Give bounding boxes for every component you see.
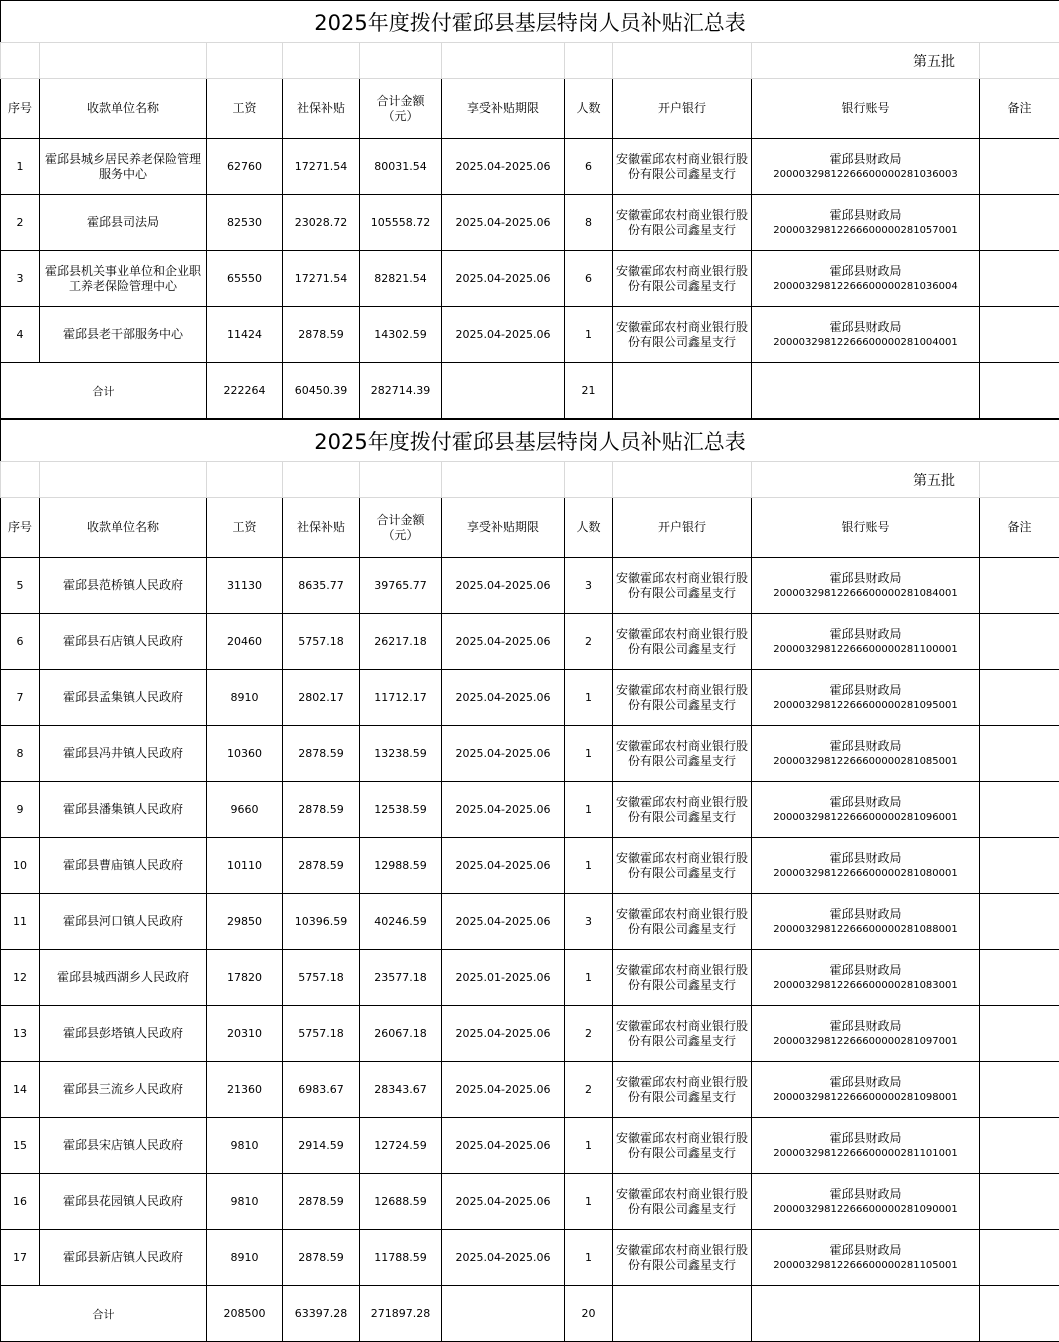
seq-cell: 9 [1, 782, 40, 838]
empty-cell [442, 462, 565, 498]
social-cell: 6983.67 [283, 1062, 360, 1118]
count-cell: 6 [565, 139, 613, 195]
count-cell: 2 [565, 614, 613, 670]
total-cell: 12988.59 [360, 838, 442, 894]
batch-label: 第五批 [752, 462, 980, 498]
bank-cell: 安徽霍邱农村商业银行股份有限公司鑫星支行 [613, 726, 752, 782]
table-row [1, 950, 1059, 1006]
total-cell: 26067.18 [360, 1006, 442, 1062]
account-number: 20000329812266600000281036003 [754, 167, 977, 182]
seq-cell: 15 [1, 1118, 40, 1174]
social-cell: 5757.18 [283, 614, 360, 670]
header-seq: 序号 [1, 79, 40, 139]
total-cell: 14302.59 [360, 307, 442, 363]
empty-cell [283, 462, 360, 498]
header-wage: 工资 [207, 498, 283, 558]
header-bank: 开户银行 [613, 79, 752, 139]
payee-cell: 霍邱县冯井镇人民政府 [40, 726, 207, 782]
remark-cell [980, 1006, 1059, 1062]
account-name: 霍邱县财政局 [754, 320, 977, 335]
account-cell [752, 838, 980, 894]
count-cell: 1 [565, 1118, 613, 1174]
payee-cell: 霍邱县老干部服务中心 [40, 307, 207, 363]
social-cell: 2878.59 [283, 838, 360, 894]
remark-cell [980, 1118, 1059, 1174]
social-cell: 2878.59 [283, 726, 360, 782]
payee-cell: 霍邱县河口镇人民政府 [40, 894, 207, 950]
remark-cell [980, 950, 1059, 1006]
wage-cell: 10110 [207, 838, 283, 894]
count-cell: 6 [565, 251, 613, 307]
seq-cell: 6 [1, 614, 40, 670]
payee-cell: 霍邱县花园镇人民政府 [40, 1174, 207, 1230]
bank-cell: 安徽霍邱农村商业银行股份有限公司鑫星支行 [613, 950, 752, 1006]
period-cell: 2025.04-2025.06 [442, 558, 565, 614]
header-count: 人数 [565, 79, 613, 139]
remark-cell [980, 558, 1059, 614]
remark-cell [980, 838, 1059, 894]
payee-cell: 霍邱县孟集镇人民政府 [40, 670, 207, 726]
account-number: 20000329812266600000281004001 [754, 335, 977, 350]
account-name: 霍邱县财政局 [754, 1187, 977, 1202]
account-cell [752, 1062, 980, 1118]
account-cell [752, 195, 980, 251]
period-cell: 2025.04-2025.06 [442, 1006, 565, 1062]
seq-cell: 5 [1, 558, 40, 614]
payee-cell: 霍邱县三流乡人民政府 [40, 1062, 207, 1118]
account-number: 20000329812266600000281084001 [754, 586, 977, 601]
empty-cell [40, 43, 207, 79]
total-cell: 80031.54 [360, 139, 442, 195]
period-cell: 2025.04-2025.06 [442, 1062, 565, 1118]
account-name: 霍邱县财政局 [754, 264, 977, 279]
count-cell: 3 [565, 558, 613, 614]
table-row [1, 251, 1059, 307]
bank-cell: 安徽霍邱农村商业银行股份有限公司鑫星支行 [613, 1118, 752, 1174]
total-social: 63397.28 [283, 1286, 360, 1342]
social-cell: 17271.54 [283, 251, 360, 307]
batch-row [1, 43, 1059, 79]
total-row [1, 363, 1059, 419]
empty-cell [442, 1286, 565, 1342]
title-row [1, 1, 1059, 43]
period-cell: 2025.04-2025.06 [442, 1118, 565, 1174]
table-row [1, 1062, 1059, 1118]
bank-cell: 安徽霍邱农村商业银行股份有限公司鑫星支行 [613, 1062, 752, 1118]
header-account: 银行账号 [752, 498, 980, 558]
bank-cell: 安徽霍邱农村商业银行股份有限公司鑫星支行 [613, 782, 752, 838]
header-payee: 收款单位名称 [40, 79, 207, 139]
empty-cell [1, 43, 40, 79]
account-number: 20000329812266600000281100001 [754, 642, 977, 657]
total-count: 21 [565, 363, 613, 419]
remark-cell [980, 782, 1059, 838]
remark-cell [980, 1062, 1059, 1118]
period-cell: 2025.01-2025.06 [442, 950, 565, 1006]
header-remark: 备注 [980, 79, 1059, 139]
total-cell: 11788.59 [360, 1230, 442, 1286]
seq-cell: 10 [1, 838, 40, 894]
wage-cell: 8910 [207, 1230, 283, 1286]
empty-cell [442, 43, 565, 79]
period-cell: 2025.04-2025.06 [442, 251, 565, 307]
social-cell: 23028.72 [283, 195, 360, 251]
header-bank: 开户银行 [613, 498, 752, 558]
account-number: 20000329812266600000281096001 [754, 810, 977, 825]
table-row [1, 838, 1059, 894]
empty-cell [565, 43, 613, 79]
title-row [1, 420, 1059, 462]
table-row [1, 1006, 1059, 1062]
empty-cell [207, 43, 283, 79]
seq-cell: 17 [1, 1230, 40, 1286]
payee-cell: 霍邱县彭塔镇人民政府 [40, 1006, 207, 1062]
period-cell: 2025.04-2025.06 [442, 195, 565, 251]
account-number: 20000329812266600000281101001 [754, 1146, 977, 1161]
bank-cell: 安徽霍邱农村商业银行股份有限公司鑫星支行 [613, 139, 752, 195]
period-cell: 2025.04-2025.06 [442, 726, 565, 782]
seq-cell: 4 [1, 307, 40, 363]
payee-cell: 霍邱县石店镇人民政府 [40, 614, 207, 670]
total-cell: 82821.54 [360, 251, 442, 307]
total-cell: 12538.59 [360, 782, 442, 838]
total-row [1, 1286, 1059, 1342]
empty-cell [980, 363, 1059, 419]
remark-cell [980, 894, 1059, 950]
table-row [1, 1118, 1059, 1174]
count-cell: 2 [565, 1062, 613, 1118]
account-cell [752, 251, 980, 307]
total-amount: 271897.28 [360, 1286, 442, 1342]
remark-cell [980, 251, 1059, 307]
total-wage: 208500 [207, 1286, 283, 1342]
empty-cell [613, 1286, 752, 1342]
wage-cell: 11424 [207, 307, 283, 363]
empty-cell [207, 462, 283, 498]
wage-cell: 82530 [207, 195, 283, 251]
remark-cell [980, 1230, 1059, 1286]
wage-cell: 20310 [207, 1006, 283, 1062]
empty-cell [752, 363, 980, 419]
count-cell: 3 [565, 894, 613, 950]
count-cell: 1 [565, 782, 613, 838]
empty-cell [442, 363, 565, 419]
account-cell [752, 894, 980, 950]
total-cell: 40246.59 [360, 894, 442, 950]
account-number: 20000329812266600000281083001 [754, 978, 977, 993]
header-social: 社保补贴 [283, 498, 360, 558]
table-row [1, 1174, 1059, 1230]
subsidy-summary-table-2 [0, 419, 1059, 1342]
remark-cell [980, 670, 1059, 726]
period-cell: 2025.04-2025.06 [442, 838, 565, 894]
account-name: 霍邱县财政局 [754, 795, 977, 810]
bank-cell: 安徽霍邱农村商业银行股份有限公司鑫星支行 [613, 838, 752, 894]
count-cell: 1 [565, 1174, 613, 1230]
empty-cell [752, 1286, 980, 1342]
account-cell [752, 670, 980, 726]
count-cell: 1 [565, 1230, 613, 1286]
wage-cell: 62760 [207, 139, 283, 195]
empty-cell [565, 462, 613, 498]
remark-cell [980, 307, 1059, 363]
social-cell: 2802.17 [283, 670, 360, 726]
social-cell: 2878.59 [283, 1230, 360, 1286]
payee-cell: 霍邱县曹庙镇人民政府 [40, 838, 207, 894]
table-row [1, 1230, 1059, 1286]
account-cell [752, 1230, 980, 1286]
remark-cell [980, 614, 1059, 670]
batch-row [1, 462, 1059, 498]
bank-cell: 安徽霍邱农村商业银行股份有限公司鑫星支行 [613, 195, 752, 251]
header-count: 人数 [565, 498, 613, 558]
count-cell: 1 [565, 950, 613, 1006]
subsidy-summary-table-1 [0, 0, 1059, 419]
account-number: 20000329812266600000281088001 [754, 922, 977, 937]
payee-cell: 霍邱县城乡居民养老保险管理服务中心 [40, 139, 207, 195]
empty-cell [1, 462, 40, 498]
empty-cell [980, 43, 1059, 79]
wage-cell: 9810 [207, 1118, 283, 1174]
header-period: 享受补贴期限 [442, 79, 565, 139]
header-wage: 工资 [207, 79, 283, 139]
count-cell: 8 [565, 195, 613, 251]
payee-cell: 霍邱县新店镇人民政府 [40, 1230, 207, 1286]
account-number: 20000329812266600000281090001 [754, 1202, 977, 1217]
bank-cell: 安徽霍邱农村商业银行股份有限公司鑫星支行 [613, 670, 752, 726]
wage-cell: 9660 [207, 782, 283, 838]
total-wage: 222264 [207, 363, 283, 419]
table-row [1, 894, 1059, 950]
payee-cell: 霍邱县机关事业单位和企业职工养老保险管理中心 [40, 251, 207, 307]
empty-cell [980, 1286, 1059, 1342]
account-number: 20000329812266600000281105001 [754, 1258, 977, 1273]
wage-cell: 29850 [207, 894, 283, 950]
remark-cell [980, 726, 1059, 782]
total-cell: 39765.77 [360, 558, 442, 614]
total-cell: 28343.67 [360, 1062, 442, 1118]
social-cell: 2878.59 [283, 307, 360, 363]
header-row [1, 79, 1059, 139]
wage-cell: 65550 [207, 251, 283, 307]
count-cell: 2 [565, 1006, 613, 1062]
table-row [1, 195, 1059, 251]
header-account: 银行账号 [752, 79, 980, 139]
total-amount: 282714.39 [360, 363, 442, 419]
account-name: 霍邱县财政局 [754, 208, 977, 223]
seq-cell: 14 [1, 1062, 40, 1118]
bank-cell: 安徽霍邱农村商业银行股份有限公司鑫星支行 [613, 894, 752, 950]
empty-cell [980, 462, 1059, 498]
wage-cell: 8910 [207, 670, 283, 726]
account-name: 霍邱县财政局 [754, 963, 977, 978]
period-cell: 2025.04-2025.06 [442, 894, 565, 950]
header-payee: 收款单位名称 [40, 498, 207, 558]
bank-cell: 安徽霍邱农村商业银行股份有限公司鑫星支行 [613, 1174, 752, 1230]
total-count: 20 [565, 1286, 613, 1342]
table-title: 2025年度拨付霍邱县基层特岗人员补贴汇总表 [1, 420, 1059, 462]
seq-cell: 13 [1, 1006, 40, 1062]
account-cell [752, 950, 980, 1006]
account-cell [752, 1174, 980, 1230]
table-row [1, 307, 1059, 363]
social-cell: 2914.59 [283, 1118, 360, 1174]
payee-cell: 霍邱县城西湖乡人民政府 [40, 950, 207, 1006]
account-number: 20000329812266600000281036004 [754, 279, 977, 294]
period-cell: 2025.04-2025.06 [442, 670, 565, 726]
social-cell: 5757.18 [283, 1006, 360, 1062]
wage-cell: 17820 [207, 950, 283, 1006]
header-total: 合计金额（元） [360, 498, 442, 558]
empty-cell [613, 43, 752, 79]
header-period: 享受补贴期限 [442, 498, 565, 558]
total-cell: 105558.72 [360, 195, 442, 251]
empty-cell [360, 462, 442, 498]
social-cell: 8635.77 [283, 558, 360, 614]
seq-cell: 2 [1, 195, 40, 251]
total-cell: 26217.18 [360, 614, 442, 670]
social-cell: 5757.18 [283, 950, 360, 1006]
empty-cell [283, 43, 360, 79]
seq-cell: 8 [1, 726, 40, 782]
empty-cell [613, 462, 752, 498]
account-name: 霍邱县财政局 [754, 1243, 977, 1258]
period-cell: 2025.04-2025.06 [442, 782, 565, 838]
account-cell [752, 307, 980, 363]
seq-cell: 1 [1, 139, 40, 195]
header-total: 合计金额（元） [360, 79, 442, 139]
account-cell [752, 782, 980, 838]
account-name: 霍邱县财政局 [754, 1075, 977, 1090]
count-cell: 1 [565, 726, 613, 782]
account-cell [752, 614, 980, 670]
account-number: 20000329812266600000281095001 [754, 698, 977, 713]
account-number: 20000329812266600000281097001 [754, 1034, 977, 1049]
bank-cell: 安徽霍邱农村商业银行股份有限公司鑫星支行 [613, 1230, 752, 1286]
seq-cell: 7 [1, 670, 40, 726]
total-label: 合计 [1, 1286, 207, 1342]
period-cell: 2025.04-2025.06 [442, 1174, 565, 1230]
wage-cell: 9810 [207, 1174, 283, 1230]
account-cell [752, 558, 980, 614]
total-cell: 12724.59 [360, 1118, 442, 1174]
total-cell: 13238.59 [360, 726, 442, 782]
social-cell: 17271.54 [283, 139, 360, 195]
table-row [1, 614, 1059, 670]
bank-cell: 安徽霍邱农村商业银行股份有限公司鑫星支行 [613, 614, 752, 670]
batch-label: 第五批 [752, 43, 980, 79]
account-number: 20000329812266600000281098001 [754, 1090, 977, 1105]
count-cell: 1 [565, 307, 613, 363]
table-row [1, 558, 1059, 614]
table-title: 2025年度拨付霍邱县基层特岗人员补贴汇总表 [1, 1, 1059, 43]
total-cell: 11712.17 [360, 670, 442, 726]
seq-cell: 12 [1, 950, 40, 1006]
empty-cell [40, 462, 207, 498]
period-cell: 2025.04-2025.06 [442, 139, 565, 195]
account-name: 霍邱县财政局 [754, 152, 977, 167]
payee-cell: 霍邱县范桥镇人民政府 [40, 558, 207, 614]
table-row [1, 782, 1059, 838]
bank-cell: 安徽霍邱农村商业银行股份有限公司鑫星支行 [613, 1006, 752, 1062]
account-cell [752, 139, 980, 195]
payee-cell: 霍邱县司法局 [40, 195, 207, 251]
header-remark: 备注 [980, 498, 1059, 558]
total-cell: 23577.18 [360, 950, 442, 1006]
seq-cell: 11 [1, 894, 40, 950]
account-name: 霍邱县财政局 [754, 907, 977, 922]
social-cell: 2878.59 [283, 1174, 360, 1230]
account-cell [752, 1118, 980, 1174]
seq-cell: 16 [1, 1174, 40, 1230]
account-name: 霍邱县财政局 [754, 571, 977, 586]
account-name: 霍邱县财政局 [754, 683, 977, 698]
bank-cell: 安徽霍邱农村商业银行股份有限公司鑫星支行 [613, 307, 752, 363]
account-name: 霍邱县财政局 [754, 1131, 977, 1146]
wage-cell: 20460 [207, 614, 283, 670]
payee-cell: 霍邱县宋店镇人民政府 [40, 1118, 207, 1174]
count-cell: 1 [565, 670, 613, 726]
period-cell: 2025.04-2025.06 [442, 1230, 565, 1286]
account-name: 霍邱县财政局 [754, 627, 977, 642]
remark-cell [980, 139, 1059, 195]
table-row [1, 670, 1059, 726]
account-cell [752, 726, 980, 782]
social-cell: 10396.59 [283, 894, 360, 950]
total-cell: 12688.59 [360, 1174, 442, 1230]
account-name: 霍邱县财政局 [754, 739, 977, 754]
header-row [1, 498, 1059, 558]
account-cell [752, 1006, 980, 1062]
header-social: 社保补贴 [283, 79, 360, 139]
table-row [1, 726, 1059, 782]
wage-cell: 10360 [207, 726, 283, 782]
wage-cell: 21360 [207, 1062, 283, 1118]
total-label: 合计 [1, 363, 207, 419]
bank-cell: 安徽霍邱农村商业银行股份有限公司鑫星支行 [613, 558, 752, 614]
seq-cell: 3 [1, 251, 40, 307]
count-cell: 1 [565, 838, 613, 894]
account-number: 20000329812266600000281085001 [754, 754, 977, 769]
empty-cell [613, 363, 752, 419]
total-social: 60450.39 [283, 363, 360, 419]
payee-cell: 霍邱县潘集镇人民政府 [40, 782, 207, 838]
social-cell: 2878.59 [283, 782, 360, 838]
account-number: 20000329812266600000281057001 [754, 223, 977, 238]
bank-cell: 安徽霍邱农村商业银行股份有限公司鑫星支行 [613, 251, 752, 307]
period-cell: 2025.04-2025.06 [442, 614, 565, 670]
remark-cell [980, 1174, 1059, 1230]
period-cell: 2025.04-2025.06 [442, 307, 565, 363]
account-name: 霍邱县财政局 [754, 1019, 977, 1034]
empty-cell [360, 43, 442, 79]
account-name: 霍邱县财政局 [754, 851, 977, 866]
header-seq: 序号 [1, 498, 40, 558]
table-row [1, 139, 1059, 195]
remark-cell [980, 195, 1059, 251]
account-number: 20000329812266600000281080001 [754, 866, 977, 881]
wage-cell: 31130 [207, 558, 283, 614]
